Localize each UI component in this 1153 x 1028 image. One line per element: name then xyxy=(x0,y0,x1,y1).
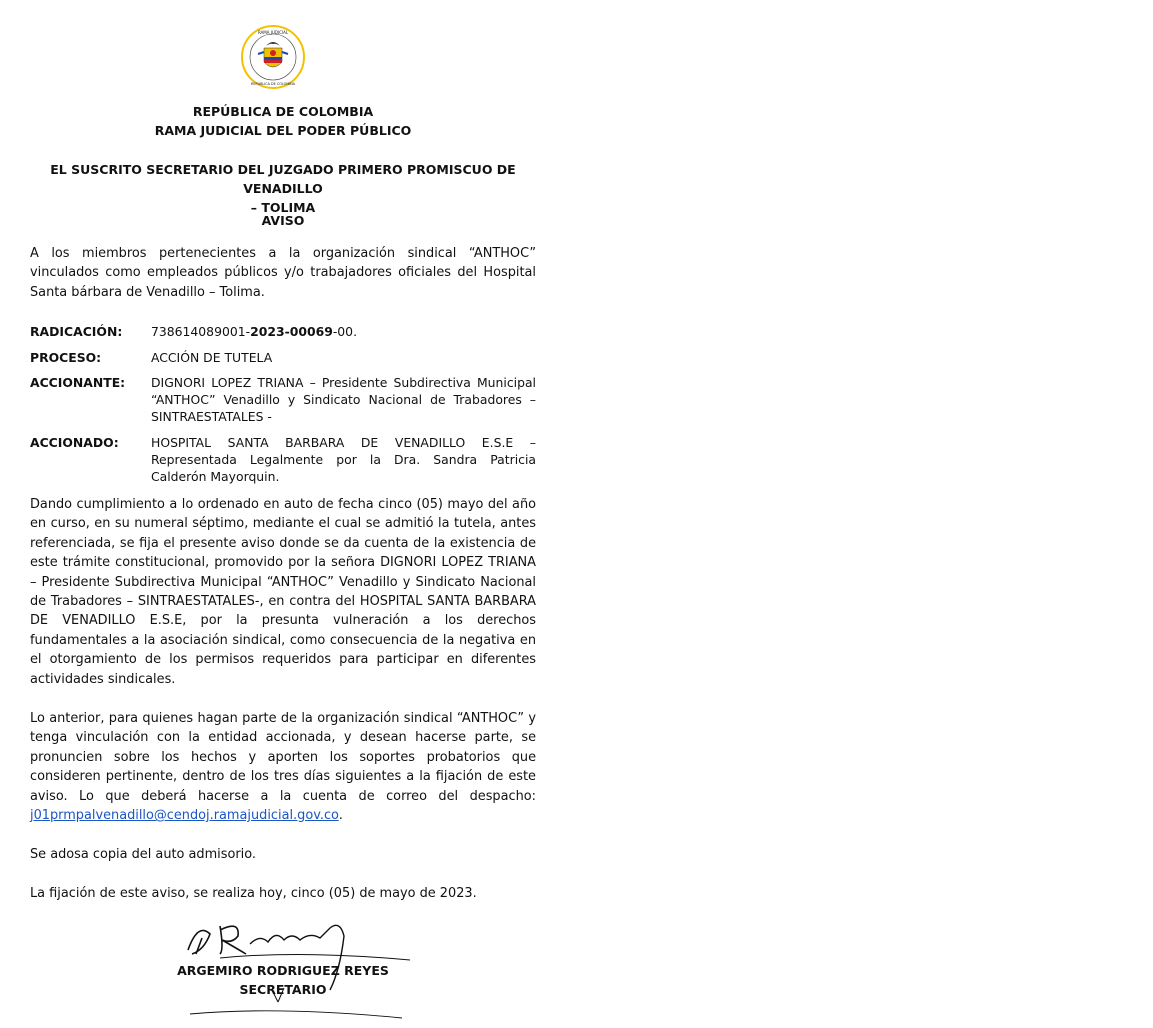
field-label: RADICACIÓN: xyxy=(30,324,123,339)
field-value: DIGNORI LOPEZ TRIANA – Presidente Subdirectiva Municipal “ANTHOC” Venadillo y Sindicato Nacional de Trabadores – SINTRAESTATALES - xyxy=(151,375,536,424)
header-court-line2: – TOLIMA xyxy=(250,200,316,215)
field-label: ACCIONANTE: xyxy=(30,375,126,390)
rama-judicial-seal-icon xyxy=(240,24,306,90)
header-block xyxy=(30,102,536,140)
field-label: ACCIONADO: xyxy=(30,435,119,450)
signer-role: SECRETARIO xyxy=(239,982,327,997)
seal-ring-bottom-text: REPÚBLICA DE COLOMBIA xyxy=(251,82,295,86)
signature-block xyxy=(30,961,536,999)
body-paragraph-3: Se adosa copia del auto admisorio. xyxy=(30,847,256,862)
document-title: AVISO xyxy=(261,213,305,228)
field-value: 738614089001-2023-00069-00. xyxy=(151,324,358,339)
header-court-line1: EL SUSCRITO SECRETARIO DEL JUZGADO PRIMERO PROMISCUO DE VENADILLO xyxy=(50,162,516,196)
body-paragraph-2: Lo anterior, para quienes hagan parte de la organización sindical “ANTHOC” y tenga vinculación con la entidad accionada, y desean hacerse parte, se pronuncien sobre los hechos y aporten los soportes probatorios que consideren pertinente, dentro de los tres días siguientes a la fijación de este aviso. Lo que deberá hacerse a la cuenta de correo del despacho: j01prmpalvenadillo@cendoj.ramajudicial.gov.co. xyxy=(30,711,536,824)
field-value: HOSPITAL SANTA BARBARA DE VENADILLO E.S.E – Representada Legalmente por la Dra. Sandra Patricia Calderón Mayorquin. xyxy=(151,435,536,484)
seal-ring-top-text: RAMA JUDICIAL xyxy=(257,30,289,35)
intro-paragraph: A los miembros pertenecientes a la organización sindical “ANTHOC” vinculados como empleados públicos y/o trabajadores oficiales del Hospital Santa bárbara de Venadillo – Tolima. xyxy=(30,246,536,300)
body-paragraph-1: Dando cumplimiento a lo ordenado en auto de fecha cinco (05) mayo del año en curso, en su numeral séptimo, mediante el cual se admitió la tutela, antes referenciada, se fija el presente aviso donde se da cuenta de la existencia de este trámite constitucional, promovido por la señora DIGNORI LOPEZ TRIANA – Presidente Subdirectiva Municipal “ANTHOC” Venadillo y Sindicato Nacional de Trabadores – SINTRAESTATALES-, en contra del HOSPITAL SANTA BARBARA DE VENADILLO E.S.E, por la presunta vulneración a los derechos fundamentales a la asociación sindical, como consecuencia de la negativa en el otorgamiento de los permisos requeridos para participar en diferentes actividades sindicales. xyxy=(30,497,536,687)
email-link[interactable]: j01prmpalvenadillo@cendoj.ramajudicial.gov.co xyxy=(30,808,339,824)
header-country: REPÚBLICA DE COLOMBIA xyxy=(192,104,374,119)
field-label: PROCESO: xyxy=(30,350,102,365)
header-branch: RAMA JUDICIAL DEL PODER PÚBLICO xyxy=(154,123,412,138)
body-paragraph-4: La fijación de este aviso, se realiza hoy, cinco (05) de mayo de 2023. xyxy=(30,886,477,901)
header-court xyxy=(30,160,536,217)
signer-name: ARGEMIRO RODRIGUEZ REYES xyxy=(177,963,389,978)
field-value: ACCIÓN DE TUTELA xyxy=(151,350,273,365)
